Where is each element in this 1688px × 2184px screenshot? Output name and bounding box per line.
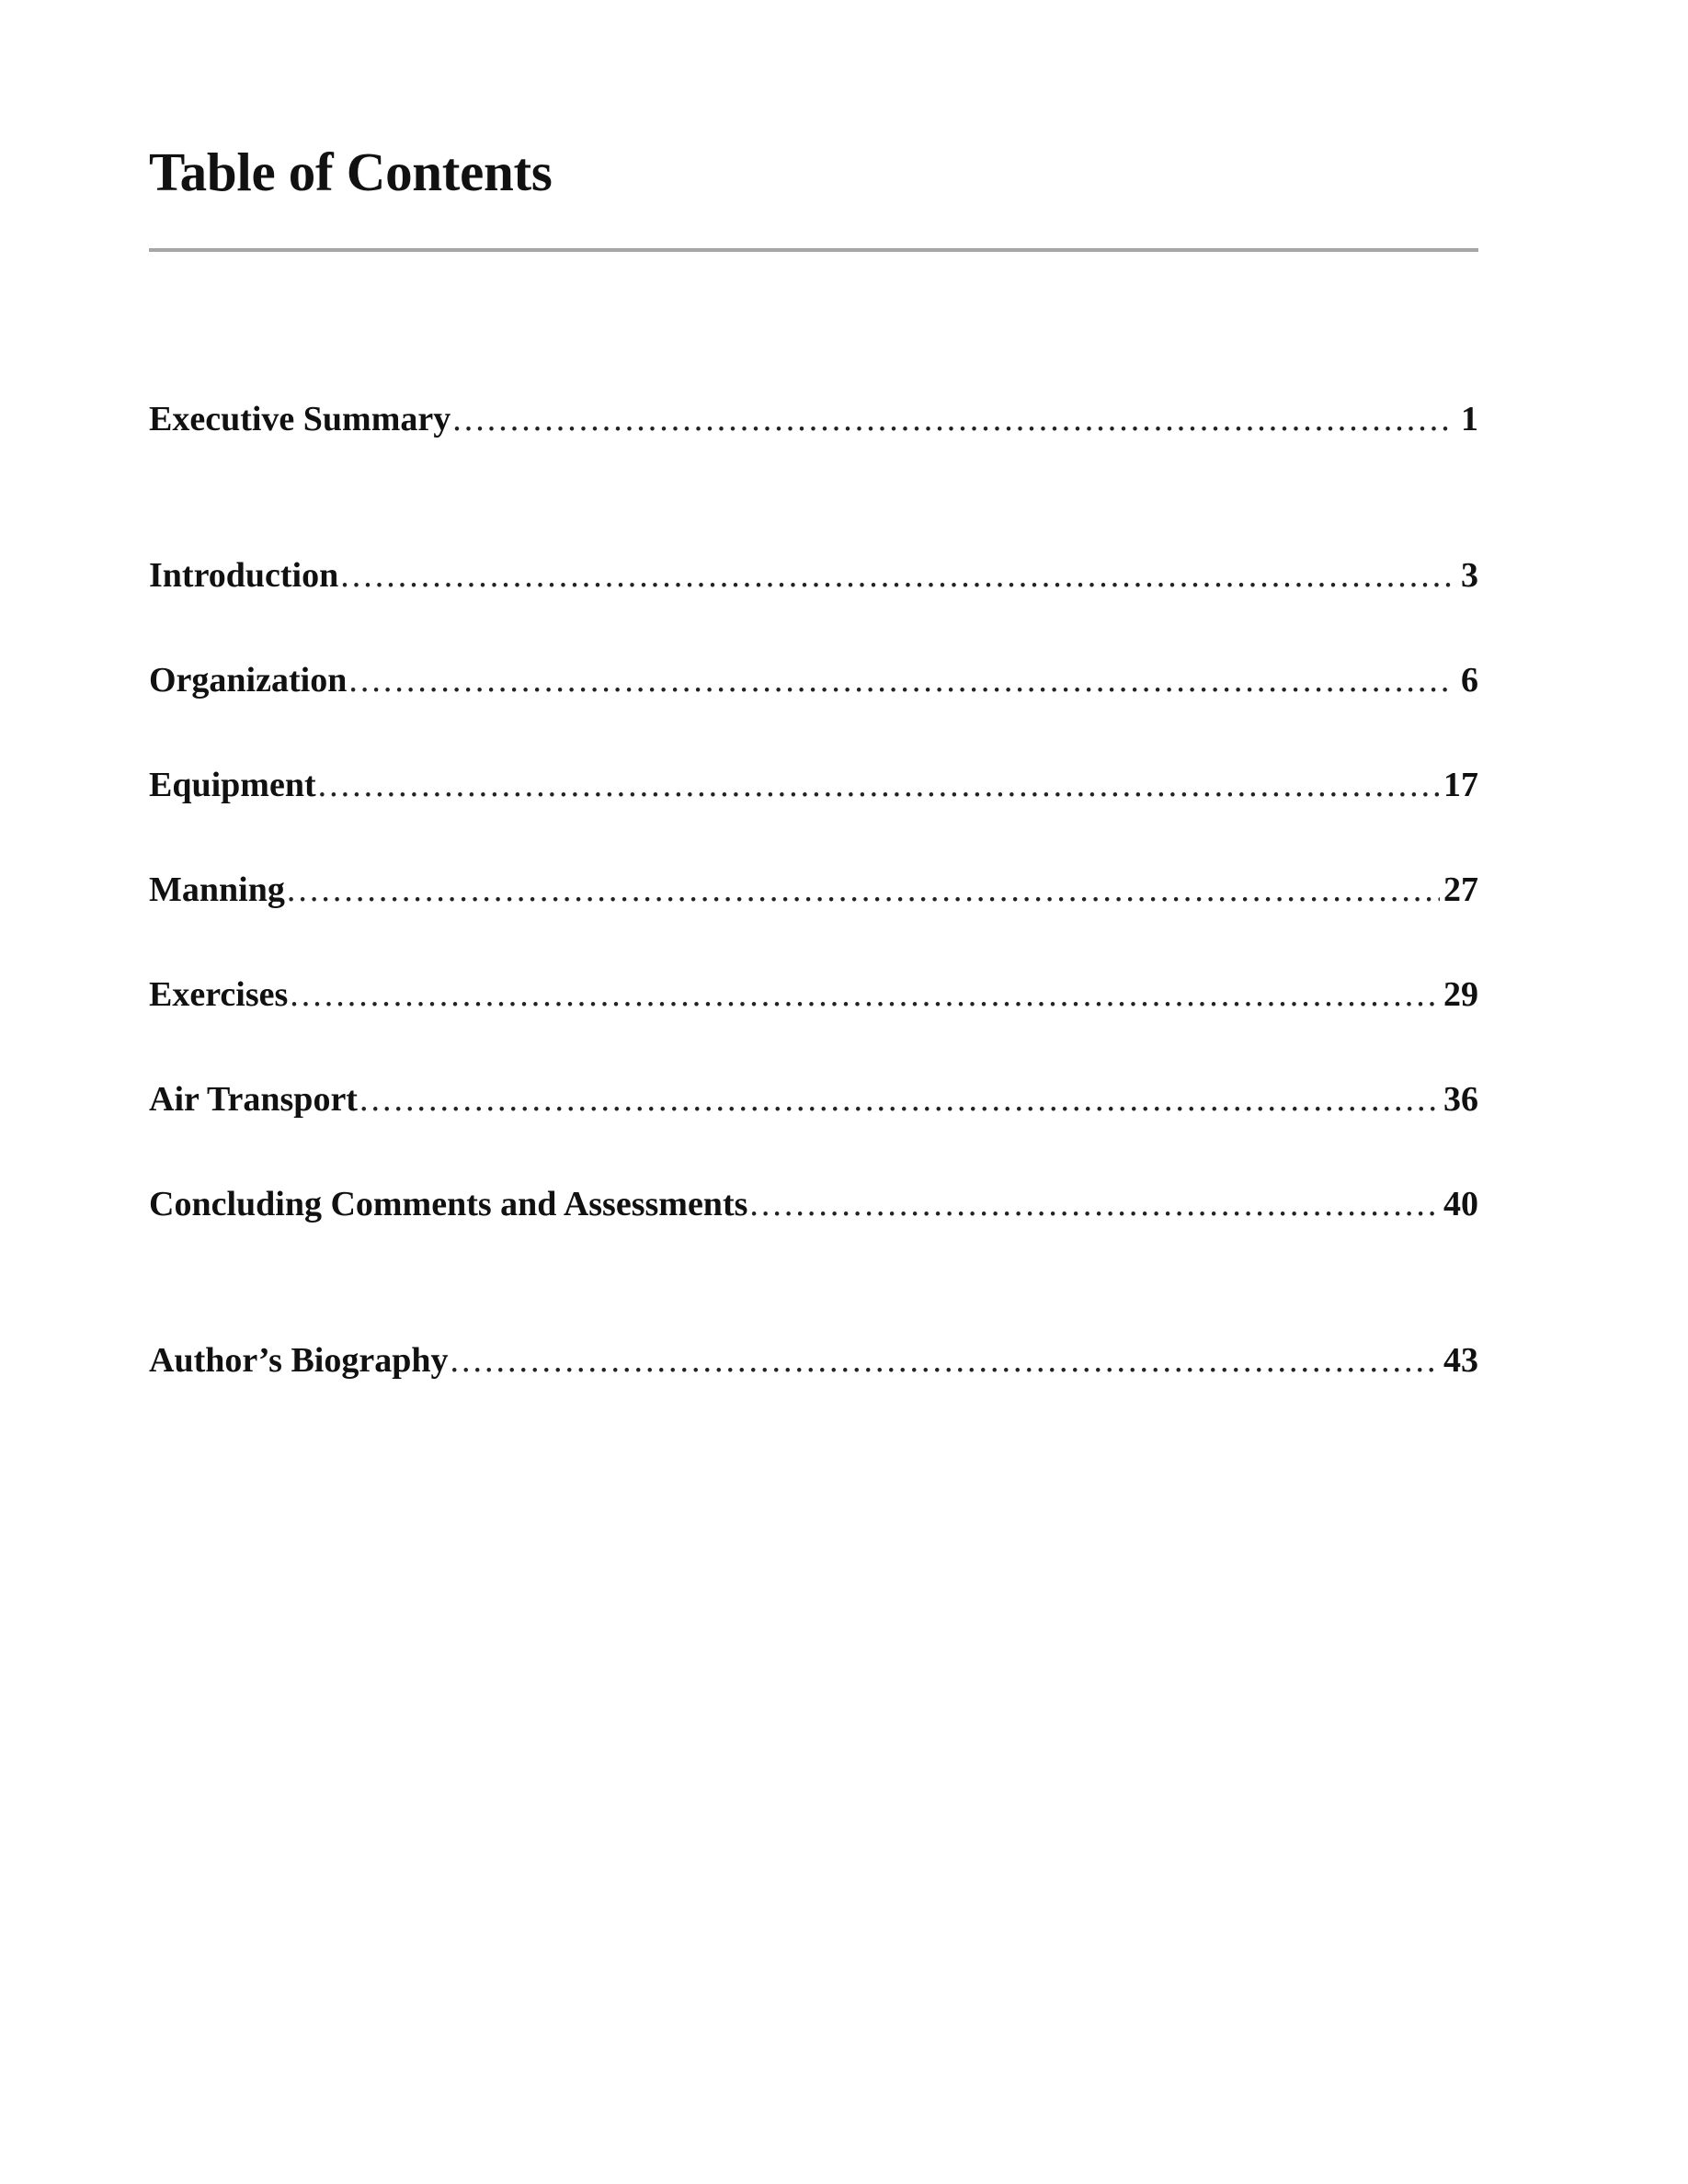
- toc-entry-concluding-comments[interactable]: [149, 1182, 1478, 1226]
- toc-entry-page-number: 43: [1443, 1341, 1478, 1380]
- toc-entry-page-number: 36: [1443, 1080, 1478, 1119]
- dot-leader: [452, 397, 1453, 441]
- toc-entry-label: Author’s Biography: [149, 1341, 449, 1380]
- page-title: Table of Contents: [149, 142, 553, 202]
- toc-entry-organization[interactable]: [149, 658, 1478, 702]
- toc-entry-label: Exercises: [149, 975, 289, 1014]
- toc-entry-label: Introduction: [149, 556, 339, 595]
- dot-leader: [318, 763, 1440, 807]
- toc-entry-label: Concluding Comments and Assessments: [149, 1185, 748, 1223]
- dot-leader: [290, 973, 1440, 1017]
- toc-entry-label: Organization: [149, 661, 348, 700]
- toc-entry-exercises[interactable]: [149, 973, 1478, 1017]
- dot-leader: [287, 868, 1440, 912]
- dot-leader: [359, 1077, 1440, 1121]
- dot-leader: [451, 1338, 1441, 1382]
- toc-entry-label: Executive Summary: [149, 400, 451, 438]
- dot-leader: [749, 1182, 1440, 1226]
- toc-entry-page-number: 1: [1461, 400, 1478, 438]
- toc-entry-page-number: 6: [1461, 661, 1478, 700]
- toc-entry-page-number: 29: [1443, 975, 1478, 1014]
- toc-entry-page-number: 17: [1443, 766, 1478, 804]
- toc-entry-page-number: 40: [1443, 1185, 1478, 1223]
- toc-entry-manning[interactable]: [149, 868, 1478, 912]
- toc-entry-label: Equipment: [149, 766, 316, 804]
- toc-entry-page-number: 27: [1443, 870, 1478, 909]
- toc-entry-authors-biography[interactable]: [149, 1338, 1478, 1382]
- toc-entry-executive-summary[interactable]: [149, 397, 1478, 441]
- toc-entry-air-transport[interactable]: [149, 1077, 1478, 1121]
- toc-entry-equipment[interactable]: [149, 763, 1478, 807]
- toc-entry-label: Air Transport: [149, 1080, 358, 1119]
- toc-entry-introduction[interactable]: [149, 553, 1478, 597]
- toc-entry-page-number: 3: [1461, 556, 1478, 595]
- dot-leader: [348, 658, 1453, 702]
- title-divider: [149, 248, 1478, 252]
- toc-entry-label: Manning: [149, 870, 285, 909]
- dot-leader: [340, 553, 1453, 597]
